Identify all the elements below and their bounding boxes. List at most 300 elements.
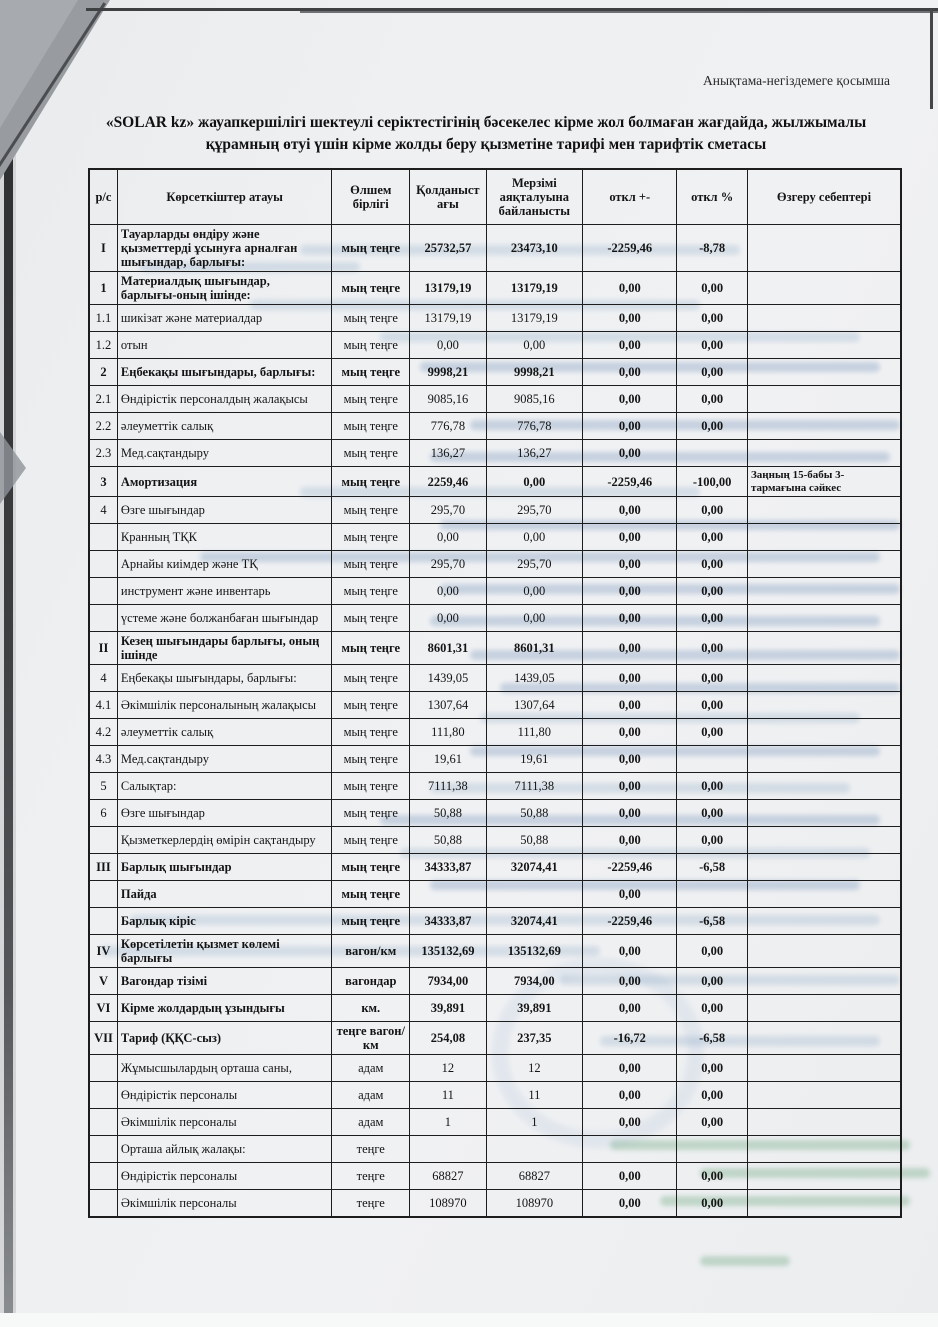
cell-name: Еңбекақы шығындары, барлығы:	[117, 359, 331, 386]
table-row	[89, 827, 901, 854]
scan-page-edge-shadow	[4, 24, 13, 1316]
cell-num: 5	[89, 773, 117, 800]
table-row	[89, 1190, 901, 1218]
cell-unit: теңге	[332, 1190, 410, 1218]
cell-dev: 0,00	[583, 692, 677, 719]
cell-num	[89, 1055, 117, 1082]
cell-name: Мед.сақтандыру	[117, 440, 331, 467]
cell-name: Вагондар тізімі	[117, 968, 331, 995]
table-row	[89, 800, 901, 827]
cell-reason	[747, 935, 901, 968]
cell-unit: мың теңге	[332, 746, 410, 773]
cell-current: 295,70	[410, 551, 486, 578]
cell-dev: 0,00	[583, 386, 677, 413]
cell-unit: мың теңге	[332, 773, 410, 800]
cell-reason	[747, 995, 901, 1022]
cell-num	[89, 605, 117, 632]
cell-current: 108970	[410, 1190, 486, 1218]
cell-reason	[747, 359, 901, 386]
column-header-4: Мерзімі аяқталуына байланысты	[486, 169, 583, 225]
cell-dev: 0,00	[583, 632, 677, 665]
cell-devpct: 0,00	[677, 719, 748, 746]
cell-end: 0,00	[486, 605, 583, 632]
table-row	[89, 578, 901, 605]
cell-unit: мың теңге	[332, 719, 410, 746]
cell-current: 8601,31	[410, 632, 486, 665]
cell-devpct: 0,00	[677, 605, 748, 632]
cell-current: 68827	[410, 1163, 486, 1190]
cell-current: 12	[410, 1055, 486, 1082]
cell-name: Әкімшілік персоналының жалақысы	[117, 692, 331, 719]
cell-num: 4.1	[89, 692, 117, 719]
cell-name: Кірме жолдардың ұзындығы	[117, 995, 331, 1022]
cell-current: 9085,16	[410, 386, 486, 413]
cell-num: 6	[89, 800, 117, 827]
cell-reason	[747, 665, 901, 692]
cell-devpct: -6,58	[677, 908, 748, 935]
cell-num: 4.3	[89, 746, 117, 773]
corner-note: Анықтама-негіздемеге қосымша	[703, 73, 890, 88]
cell-dev: 0,00	[583, 665, 677, 692]
cell-dev: 0,00	[583, 1055, 677, 1082]
cell-unit: теңге вагон/км	[332, 1022, 410, 1055]
table-row	[89, 605, 901, 632]
cell-unit: мың теңге	[332, 467, 410, 497]
cell-name: Барлық шығындар	[117, 854, 331, 881]
cell-num: VII	[89, 1022, 117, 1055]
tariff-table	[88, 168, 902, 1218]
table-row	[89, 908, 901, 935]
cell-unit: мың теңге	[332, 551, 410, 578]
cell-current	[410, 881, 486, 908]
cell-current: 50,88	[410, 827, 486, 854]
cell-unit: адам	[332, 1055, 410, 1082]
table-row	[89, 440, 901, 467]
cell-current: 0,00	[410, 524, 486, 551]
cell-reason	[747, 632, 901, 665]
cell-unit: мың теңге	[332, 440, 410, 467]
cell-dev: 0,00	[583, 605, 677, 632]
cell-num: 4	[89, 665, 117, 692]
table-row	[89, 1055, 901, 1082]
cell-end: 50,88	[486, 827, 583, 854]
cell-unit: мың теңге	[332, 386, 410, 413]
cell-dev: 0,00	[583, 746, 677, 773]
cell-current: 2259,46	[410, 467, 486, 497]
cell-devpct: 0,00	[677, 386, 748, 413]
cell-unit: адам	[332, 1109, 410, 1136]
cell-num	[89, 1109, 117, 1136]
cell-dev: 0,00	[583, 800, 677, 827]
cell-unit: мың теңге	[332, 359, 410, 386]
scan-bottom-margin	[0, 1313, 938, 1327]
cell-end: 7934,00	[486, 968, 583, 995]
cell-name: Материалдық шығындар, барлығы-оның ішінде:	[117, 272, 331, 305]
cell-devpct: -100,00	[677, 467, 748, 497]
cell-dev	[583, 1136, 677, 1163]
cell-devpct: 0,00	[677, 305, 748, 332]
cell-num	[89, 1136, 117, 1163]
cell-end: 295,70	[486, 551, 583, 578]
cell-name: Тауарларды өндіру және қызметтерді ұсынуға арналған шығындар, барлығы:	[117, 225, 331, 272]
cell-devpct	[677, 440, 748, 467]
cell-dev: -2259,46	[583, 467, 677, 497]
cell-name: Салықтар:	[117, 773, 331, 800]
table-row	[89, 773, 901, 800]
cell-reason	[747, 968, 901, 995]
cell-num	[89, 578, 117, 605]
cell-current: 295,70	[410, 497, 486, 524]
cell-reason	[747, 1136, 901, 1163]
cell-num: 2.1	[89, 386, 117, 413]
cell-name: Кезең шығындары барлығы, оның ішінде	[117, 632, 331, 665]
column-header-7: Өзгеру себептері	[747, 169, 901, 225]
cell-dev: 0,00	[583, 719, 677, 746]
cell-num	[89, 1190, 117, 1218]
table-row	[89, 968, 901, 995]
scan-top-edge-line-2	[300, 11, 938, 13]
table-row	[89, 551, 901, 578]
table-row	[89, 1022, 901, 1055]
cell-num: 1.1	[89, 305, 117, 332]
cell-unit: мың теңге	[332, 332, 410, 359]
cell-devpct: 0,00	[677, 1055, 748, 1082]
cell-name: әлеуметтік салық	[117, 413, 331, 440]
cell-reason	[747, 605, 901, 632]
table-row	[89, 305, 901, 332]
cell-current: 0,00	[410, 605, 486, 632]
cell-reason	[747, 773, 901, 800]
cell-reason	[747, 719, 901, 746]
page-title: «SOLAR kz» жауапкершілігі шектеулі серіктестігінің бәсекелес кірме жол болмаған жағдайда, жылжымалы құрамның өтуі үшін кірме жолды беру қызметіне тарифі мен тарифтік сметасы	[105, 114, 867, 154]
cell-name: Кранның ТҚК	[117, 524, 331, 551]
cell-reason	[747, 1163, 901, 1190]
column-header-3: Қолданыст ағы	[410, 169, 486, 225]
table-row	[89, 225, 901, 272]
cell-name: Амортизация	[117, 467, 331, 497]
cell-end: 0,00	[486, 578, 583, 605]
table-row	[89, 854, 901, 881]
cell-dev: 0,00	[583, 305, 677, 332]
cell-name: Өндірістік персоналы	[117, 1082, 331, 1109]
cell-dev: -2259,46	[583, 854, 677, 881]
cell-num: VI	[89, 995, 117, 1022]
cell-devpct: 0,00	[677, 632, 748, 665]
cell-dev: -16,72	[583, 1022, 677, 1055]
cell-devpct: 0,00	[677, 1190, 748, 1218]
cell-reason	[747, 440, 901, 467]
cell-current: 39,891	[410, 995, 486, 1022]
cell-dev: 0,00	[583, 440, 677, 467]
cell-num	[89, 1082, 117, 1109]
cell-end: 776,78	[486, 413, 583, 440]
cell-current: 1307,64	[410, 692, 486, 719]
cell-unit: мың теңге	[332, 854, 410, 881]
table-row	[89, 632, 901, 665]
cell-devpct: 0,00	[677, 827, 748, 854]
cell-name: Көрсетілетін қызмет көлемі барлығы	[117, 935, 331, 968]
cell-dev: 0,00	[583, 995, 677, 1022]
cell-num: 4	[89, 497, 117, 524]
cell-end	[486, 1136, 583, 1163]
cell-dev: -2259,46	[583, 225, 677, 272]
cell-reason	[747, 854, 901, 881]
cell-name: әлеуметтік салық	[117, 719, 331, 746]
cell-end: 12	[486, 1055, 583, 1082]
cell-current: 1	[410, 1109, 486, 1136]
cell-num	[89, 908, 117, 935]
cell-current: 50,88	[410, 800, 486, 827]
cell-dev: 0,00	[583, 272, 677, 305]
cell-end: 68827	[486, 1163, 583, 1190]
cell-current: 9998,21	[410, 359, 486, 386]
table-row	[89, 881, 901, 908]
cell-num: 2	[89, 359, 117, 386]
cell-dev: 0,00	[583, 773, 677, 800]
cell-unit: мың теңге	[332, 665, 410, 692]
table-row	[89, 692, 901, 719]
cell-devpct: 0,00	[677, 524, 748, 551]
column-header-1: Көрсеткіштер атауы	[117, 169, 331, 225]
cell-unit: мың теңге	[332, 305, 410, 332]
cell-reason	[747, 692, 901, 719]
table-row	[89, 1082, 901, 1109]
cell-unit: вагондар	[332, 968, 410, 995]
cell-unit: мың теңге	[332, 800, 410, 827]
cell-num: 2.2	[89, 413, 117, 440]
cell-current: 34333,87	[410, 854, 486, 881]
column-header-2: Өлшем бірлігі	[332, 169, 410, 225]
cell-end: 295,70	[486, 497, 583, 524]
cell-dev: 0,00	[583, 359, 677, 386]
table-row	[89, 1136, 901, 1163]
table-row	[89, 746, 901, 773]
cell-end: 0,00	[486, 467, 583, 497]
cell-num: II	[89, 632, 117, 665]
cell-unit: км.	[332, 995, 410, 1022]
cell-dev: 0,00	[583, 881, 677, 908]
table-row	[89, 386, 901, 413]
cell-num: I	[89, 225, 117, 272]
cell-devpct: 0,00	[677, 773, 748, 800]
scan-right-edge-line	[930, 9, 933, 109]
cell-devpct	[677, 881, 748, 908]
cell-end: 7111,38	[486, 773, 583, 800]
cell-name: Өзге шығындар	[117, 497, 331, 524]
cell-end: 13179,19	[486, 305, 583, 332]
cell-num: 1	[89, 272, 117, 305]
cell-end: 8601,31	[486, 632, 583, 665]
cell-name: Барлық кіріс	[117, 908, 331, 935]
cell-end: 13179,19	[486, 272, 583, 305]
cell-num: 3	[89, 467, 117, 497]
cell-name: Өндірістік персоналы	[117, 1163, 331, 1190]
cell-unit: мың теңге	[332, 497, 410, 524]
cell-devpct: 0,00	[677, 497, 748, 524]
cell-num	[89, 881, 117, 908]
cell-num	[89, 524, 117, 551]
cell-unit: мың теңге	[332, 578, 410, 605]
cell-reason	[747, 1022, 901, 1055]
cell-name: Пайда	[117, 881, 331, 908]
cell-dev: 0,00	[583, 578, 677, 605]
cell-unit: мың теңге	[332, 413, 410, 440]
cell-current: 25732,57	[410, 225, 486, 272]
cell-reason	[747, 578, 901, 605]
cell-current: 254,08	[410, 1022, 486, 1055]
cell-dev: 0,00	[583, 1109, 677, 1136]
cell-current: 136,27	[410, 440, 486, 467]
cell-end: 50,88	[486, 800, 583, 827]
cell-end: 32074,41	[486, 854, 583, 881]
cell-reason	[747, 1109, 901, 1136]
cell-dev: 0,00	[583, 332, 677, 359]
cell-current	[410, 1136, 486, 1163]
cell-unit: мың теңге	[332, 524, 410, 551]
cell-current: 11	[410, 1082, 486, 1109]
cell-name: Орташа айлық жалақы:	[117, 1136, 331, 1163]
cell-reason	[747, 524, 901, 551]
cell-name: отын	[117, 332, 331, 359]
cell-dev: 0,00	[583, 551, 677, 578]
cell-current: 135132,69	[410, 935, 486, 968]
cell-dev: 0,00	[583, 524, 677, 551]
cell-dev: 0,00	[583, 968, 677, 995]
cell-devpct: 0,00	[677, 359, 748, 386]
cell-end: 135132,69	[486, 935, 583, 968]
cell-devpct: 0,00	[677, 1082, 748, 1109]
cell-end: 108970	[486, 1190, 583, 1218]
cell-unit: теңге	[332, 1136, 410, 1163]
cell-devpct: 0,00	[677, 578, 748, 605]
cell-devpct: 0,00	[677, 935, 748, 968]
cell-end: 1307,64	[486, 692, 583, 719]
cell-unit: мың теңге	[332, 908, 410, 935]
cell-num: 1.2	[89, 332, 117, 359]
cell-name: Әкімшілік персоналы	[117, 1109, 331, 1136]
cell-current: 111,80	[410, 719, 486, 746]
cell-devpct: -6,58	[677, 854, 748, 881]
cell-end: 9998,21	[486, 359, 583, 386]
cell-devpct: 0,00	[677, 995, 748, 1022]
cell-devpct	[677, 746, 748, 773]
cell-dev: 0,00	[583, 935, 677, 968]
cell-name: Тариф (ҚҚС-сыз)	[117, 1022, 331, 1055]
cell-unit: вагон/км	[332, 935, 410, 968]
cell-num: V	[89, 968, 117, 995]
table-row	[89, 413, 901, 440]
cell-unit: мың теңге	[332, 632, 410, 665]
cell-end: 1439,05	[486, 665, 583, 692]
cell-reason	[747, 551, 901, 578]
cell-name: шикізат және материалдар	[117, 305, 331, 332]
cell-num: 4.2	[89, 719, 117, 746]
cell-reason	[747, 225, 901, 272]
cell-unit: мың теңге	[332, 692, 410, 719]
cell-devpct: 0,00	[677, 272, 748, 305]
cell-reason	[747, 908, 901, 935]
table-row	[89, 524, 901, 551]
cell-devpct: 0,00	[677, 1163, 748, 1190]
table-row	[89, 1109, 901, 1136]
cell-devpct: 0,00	[677, 1109, 748, 1136]
table-row	[89, 359, 901, 386]
cell-name: Жұмысшылардың орташа саны,	[117, 1055, 331, 1082]
cell-dev: 0,00	[583, 413, 677, 440]
cell-devpct: 0,00	[677, 551, 748, 578]
cell-end: 9085,16	[486, 386, 583, 413]
cell-end: 32074,41	[486, 908, 583, 935]
cell-devpct: 0,00	[677, 665, 748, 692]
cell-end: 23473,10	[486, 225, 583, 272]
cell-current: 1439,05	[410, 665, 486, 692]
table-row	[89, 719, 901, 746]
cell-unit: мың теңге	[332, 827, 410, 854]
tariff-table-header	[89, 169, 901, 225]
cell-reason	[747, 881, 901, 908]
cell-current: 7111,38	[410, 773, 486, 800]
cell-current: 0,00	[410, 332, 486, 359]
cell-current: 34333,87	[410, 908, 486, 935]
cell-current: 776,78	[410, 413, 486, 440]
cell-end: 111,80	[486, 719, 583, 746]
cell-devpct: 0,00	[677, 413, 748, 440]
cell-unit: мың теңге	[332, 225, 410, 272]
table-row	[89, 665, 901, 692]
cell-reason	[747, 827, 901, 854]
cell-end: 39,891	[486, 995, 583, 1022]
cell-name: инструмент және инвентарь	[117, 578, 331, 605]
cell-end: 19,61	[486, 746, 583, 773]
cell-end: 237,35	[486, 1022, 583, 1055]
cell-devpct: 0,00	[677, 332, 748, 359]
cell-dev: 0,00	[583, 827, 677, 854]
cell-reason	[747, 305, 901, 332]
cell-unit: мың теңге	[332, 605, 410, 632]
cell-unit: мың теңге	[332, 272, 410, 305]
cell-reason	[747, 332, 901, 359]
cell-dev: 0,00	[583, 497, 677, 524]
cell-end: 11	[486, 1082, 583, 1109]
cell-reason	[747, 272, 901, 305]
cell-reason	[747, 1055, 901, 1082]
cell-end: 0,00	[486, 332, 583, 359]
cell-current: 13179,19	[410, 272, 486, 305]
table-row	[89, 332, 901, 359]
cell-reason	[747, 746, 901, 773]
cell-name: Арнайы киімдер және ТҚ	[117, 551, 331, 578]
cell-end	[486, 881, 583, 908]
table-row	[89, 497, 901, 524]
cell-num	[89, 1163, 117, 1190]
cell-num	[89, 827, 117, 854]
cell-name: Еңбекақы шығындары, барлығы:	[117, 665, 331, 692]
column-header-6: откл %	[677, 169, 748, 225]
cell-end: 1	[486, 1109, 583, 1136]
cell-devpct: -6,58	[677, 1022, 748, 1055]
table-row	[89, 467, 901, 497]
cell-devpct	[677, 1136, 748, 1163]
cell-reason	[747, 413, 901, 440]
cell-current: 0,00	[410, 578, 486, 605]
cell-unit: теңге	[332, 1163, 410, 1190]
cell-dev: 0,00	[583, 1163, 677, 1190]
cell-num: 2.3	[89, 440, 117, 467]
bleed-through-artifact	[700, 1256, 790, 1266]
cell-devpct: 0,00	[677, 692, 748, 719]
cell-dev: -2259,46	[583, 908, 677, 935]
cell-name: Әкімшілік персоналы	[117, 1190, 331, 1218]
